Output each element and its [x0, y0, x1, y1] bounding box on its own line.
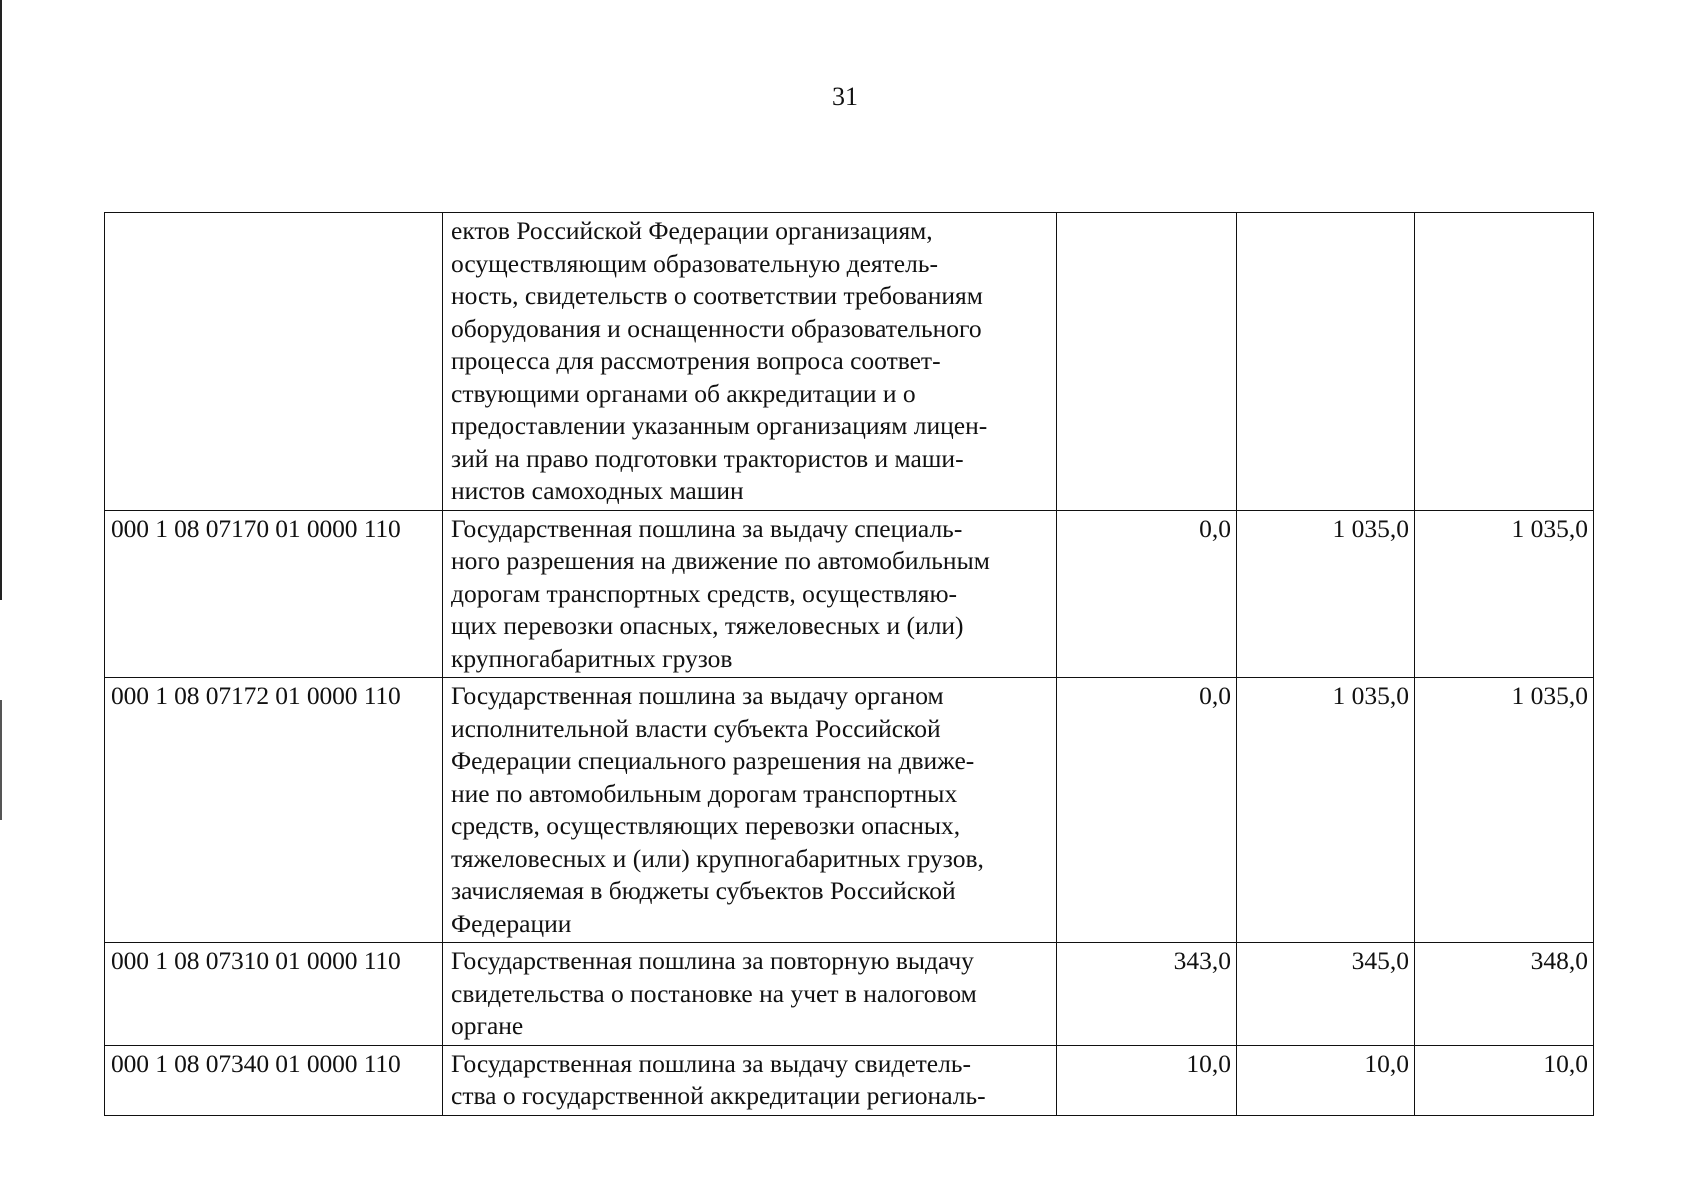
value-cell-2: 10,0: [1237, 1045, 1415, 1115]
page-number: 31: [832, 82, 858, 111]
table-row: [105, 1045, 1594, 1115]
name-line: Государственная пошлина за выдачу специаль-: [451, 513, 963, 543]
name-line: ектов Российской Федерации организациям,: [451, 216, 933, 245]
value-cell-1: 0,0: [1057, 678, 1237, 943]
name-line: предоставлении указанным организациям лицен-: [451, 411, 988, 440]
revenue-name-cell: [443, 510, 1057, 678]
name-line: исполнительной власти субъекта Российской: [451, 713, 941, 743]
name-line: средств, осуществляющих перевозки опасных,: [451, 811, 961, 840]
name-line: оборудования и оснащенности образовательного: [451, 313, 982, 343]
value-cell-3: 1 035,0: [1415, 678, 1594, 943]
table-row: [105, 943, 1594, 1046]
name-line: нистов самоходных машин: [451, 476, 744, 505]
name-line: ность, свидетельств о соответствии требованиям: [451, 281, 983, 310]
budget-code-cell: [105, 213, 443, 511]
name-line: процесса для рассмотрения вопроса соответ-: [451, 346, 941, 375]
table-row: [105, 510, 1594, 678]
table-row: [105, 678, 1594, 943]
revenue-name-cell: [443, 678, 1057, 943]
value-cell-3: 1 035,0: [1415, 510, 1594, 678]
name-line: ного разрешения на движение по автомобильным: [451, 546, 990, 575]
name-line: дорогам транспортных средств, осуществляю-: [451, 578, 958, 608]
budget-code-cell: 000 1 08 07310 01 0000 110: [105, 943, 443, 1046]
revenue-name-cell: [443, 943, 1057, 1046]
name-line: тяжеловесных и (или) крупногабаритных грузов,: [451, 843, 984, 873]
name-line: органе: [451, 1011, 524, 1040]
name-line: Государственная пошлина за выдачу органом: [451, 681, 944, 710]
value-cell-2: 1 035,0: [1237, 678, 1415, 943]
name-line: зий на право подготовки трактористов и маши-: [451, 443, 964, 473]
value-cell-1: [1057, 213, 1237, 511]
name-line: зачисляемая в бюджеты субъектов Российской: [451, 876, 956, 905]
name-line: крупногабаритных грузов: [451, 643, 733, 673]
table-row: [105, 213, 1594, 511]
value-cell-3: [1415, 213, 1594, 511]
name-line: осуществляющим образовательную деятель-: [451, 248, 938, 278]
name-line: свидетельства о постановке на учет в налоговом: [451, 978, 977, 1008]
name-line: Федерации: [451, 908, 572, 938]
revenue-name-cell: [443, 213, 1057, 511]
name-line: Государственная пошлина за выдачу свидетель-: [451, 1048, 971, 1078]
value-cell-2: 345,0: [1237, 943, 1415, 1046]
budget-code-cell: 000 1 08 07172 01 0000 110: [105, 678, 443, 943]
name-line: щих перевозки опасных, тяжеловесных и (или): [451, 611, 964, 640]
budget-code-cell: 000 1 08 07170 01 0000 110: [105, 510, 443, 678]
value-cell-3: 10,0: [1415, 1045, 1594, 1115]
name-line: ства о государственной аккредитации региональ-: [451, 1081, 986, 1110]
name-line: Государственная пошлина за повторную выдачу: [451, 946, 974, 975]
revenue-table-body: [105, 213, 1594, 1116]
left-margin-mark: [0, 700, 2, 820]
name-line: ствующими органами об аккредитации и о: [451, 378, 916, 408]
value-cell-1: 10,0: [1057, 1045, 1237, 1115]
value-cell-2: 1 035,0: [1237, 510, 1415, 678]
revenue-table: [104, 212, 1594, 1116]
value-cell-1: 0,0: [1057, 510, 1237, 678]
revenue-name-cell: [443, 1045, 1057, 1115]
value-cell-2: [1237, 213, 1415, 511]
budget-code-cell: 000 1 08 07340 01 0000 110: [105, 1045, 443, 1115]
value-cell-3: 348,0: [1415, 943, 1594, 1046]
value-cell-1: 343,0: [1057, 943, 1237, 1046]
name-line: ние по автомобильным дорогам транспортных: [451, 778, 958, 808]
name-line: Федерации специального разрешения на движе-: [451, 746, 975, 775]
